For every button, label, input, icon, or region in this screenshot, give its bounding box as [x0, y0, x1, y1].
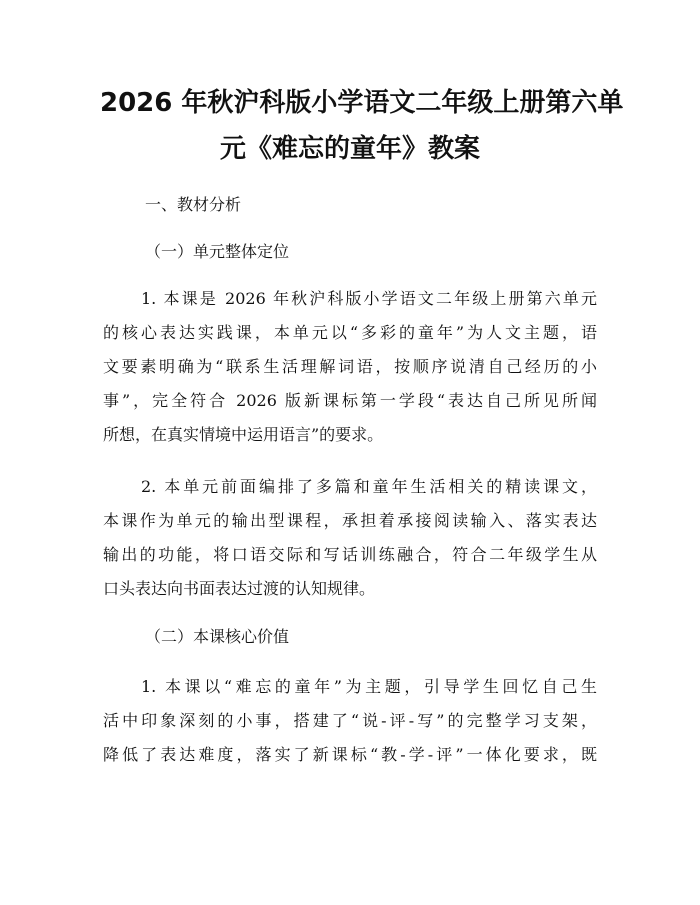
- paragraph-line: 输出的功能，将口语交际和写话训练融合，符合二年级学生从: [103, 545, 597, 564]
- subsection-heading-core-value: （二）本课核心价值: [145, 627, 290, 646]
- paragraph-line: 1. 本课是 2026 年秋沪科版小学语文二年级上册第六单元: [141, 289, 597, 308]
- paragraph-line: 的核心表达实践课，本单元以“多彩的童年”为人文主题，语: [103, 323, 597, 342]
- paragraph-line: 活中印象深刻的小事，搭建了“说-评-写”的完整学习支架，: [103, 711, 597, 730]
- paragraph-line: 口头表达向书面表达过渡的认知规律。: [103, 579, 376, 598]
- section-heading-teaching-material-analysis: 一、教材分析: [145, 195, 242, 214]
- paragraph-line: 所想，在真实情境中运用语言”的要求。: [103, 425, 384, 444]
- paragraph-line: 2. 本单元前面编排了多篇和童年生活相关的精读课文，: [141, 477, 597, 496]
- document-title-line-1: 2026 年秋沪科版小学语文二年级上册第六单: [100, 88, 624, 118]
- paragraph-line: 文要素明确为“联系生活理解词语，按顺序说清自己经历的小: [103, 357, 597, 376]
- document-title-line-2: 元《难忘的童年》教案: [219, 134, 480, 164]
- paragraph-line: 本课作为单元的输出型课程，承担着承接阅读输入、落实表达: [103, 511, 597, 530]
- paragraph-line: 1. 本课以“难忘的童年”为主题，引导学生回忆自己生: [141, 677, 597, 696]
- paragraph-line: 事”，完全符合 2026 版新课标第一学段“表达自己所见所闻: [103, 391, 597, 410]
- subsection-heading-unit-positioning: （一）单元整体定位: [145, 242, 290, 261]
- paragraph-line: 降低了表达难度，落实了新课标“教-学-评”一体化要求，既: [103, 745, 597, 764]
